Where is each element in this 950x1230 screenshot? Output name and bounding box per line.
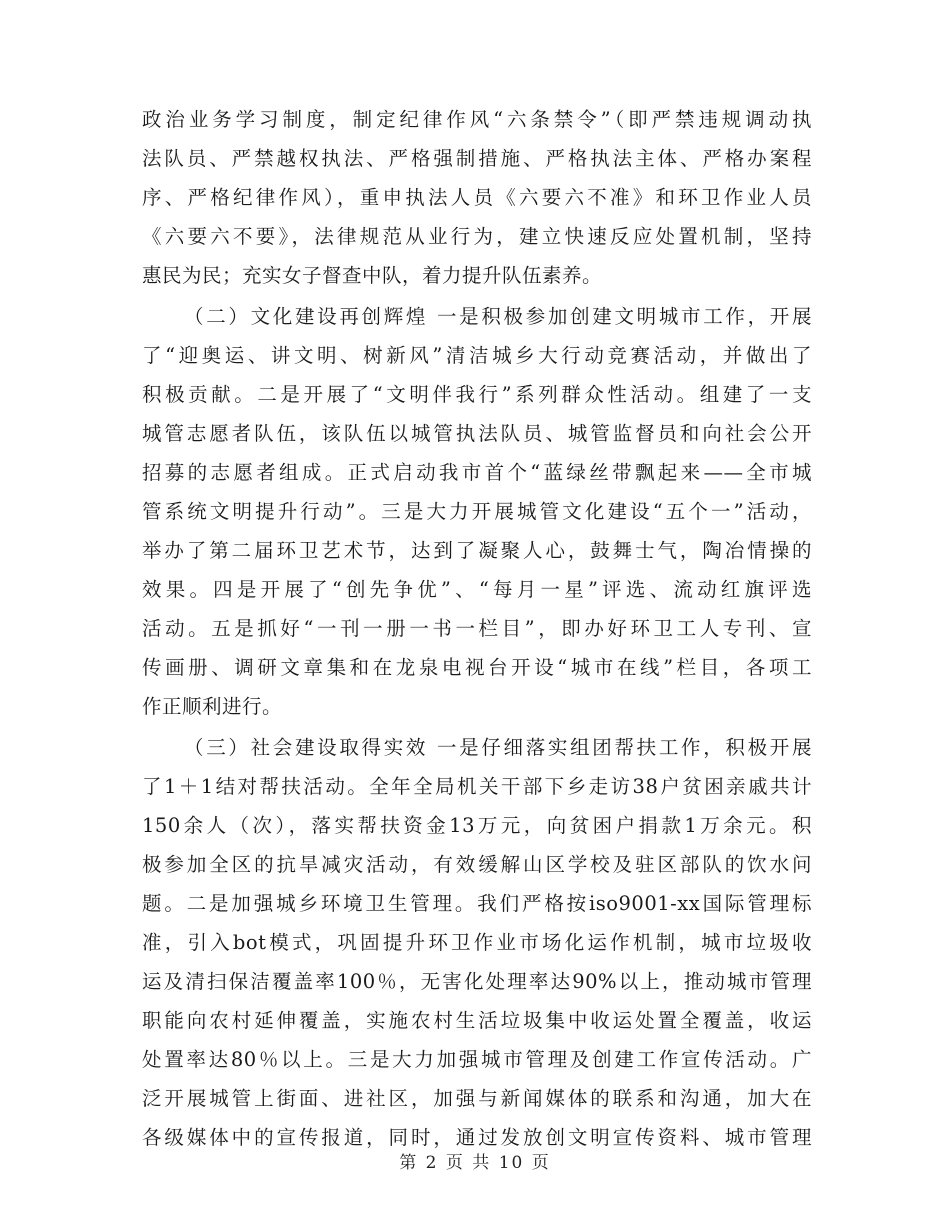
text-line: 极参加全区的抗旱减灾活动，有效缓解山区学校及驻区部队的饮水问 xyxy=(142,853,812,876)
text-line: 政治业务学习制度，制定纪律作风“六条禁令”（即严禁违规调动执 xyxy=(142,108,812,131)
text-line: 泛开展城管上街面、进社区，加强与新闻媒体的联系和沟通，加大在 xyxy=(142,1087,812,1110)
text-line: 处置率达80％以上。三是大力加强城市管理及创建工作宣传活动。广 xyxy=(142,1048,812,1071)
paragraph-heading-line: （二）文化建设再创辉煌 一是积极参加创建文明城市工作，开展 xyxy=(184,305,812,328)
body-text xyxy=(142,100,812,1157)
text-line: 法队员、严禁越权执法、严格强制措施、严格执法主体、严格办案程 xyxy=(142,147,812,170)
text-line: 效果。四是开展了“创先争优”、“每月一星”评选、流动红旗评选 xyxy=(142,578,812,601)
text-line: 招募的志愿者组成。正式启动我市首个“蓝绿丝带飘起来——全市城 xyxy=(142,461,812,484)
text-line: 职能向农村延伸覆盖，实施农村生活垃圾集中收运处置全覆盖，收运 xyxy=(142,1009,812,1032)
text-line: 举办了第二届环卫艺术节，达到了凝聚人心，鼓舞士气，陶冶情操的 xyxy=(142,539,812,562)
text-line: 活动。五是抓好“一刊一册一书一栏目”，即办好环卫工人专刊、宣 xyxy=(142,617,812,640)
text-line: 作正顺利进行。 xyxy=(142,695,283,718)
paragraph-heading-line: （三）社会建设取得实效 一是仔细落实组团帮扶工作，积极开展 xyxy=(184,736,812,759)
text-line: 各级媒体中的宣传报道，同时，通过发放创文明宣传资料、城市管理 xyxy=(142,1126,812,1149)
text-line: 积极贡献。二是开展了“文明伴我行”系列群众性活动。组建了一支 xyxy=(142,383,812,406)
text-line: 了“迎奥运、讲文明、树新风”清洁城乡大行动竞赛活动，并做出了 xyxy=(142,344,812,367)
text-line: 准，引入bot模式，巩固提升环卫作业市场化运作机制，城市垃圾收 xyxy=(142,931,812,954)
text-line: 《六要六不要》，法律规范从业行为，建立快速反应处置机制，坚持 xyxy=(142,225,812,248)
text-line: 惠民为民；充实女子督查中队，着力提升队伍素养。 xyxy=(142,264,603,287)
text-line: 150余人（次），落实帮扶资金13万元，向贫困户捐款1万余元。积 xyxy=(142,814,812,837)
text-line: 管系统文明提升行动”。三是大力开展城管文化建设“五个一”活动， xyxy=(142,500,812,523)
text-line: 题。二是加强城乡环境卫生管理。我们严格按iso9001-xx国际管理标 xyxy=(142,892,812,915)
text-line: 序、严格纪律作风），重申执法人员《六要六不准》和环卫作业人员 xyxy=(142,186,812,209)
text-line: 城管志愿者队伍，该队伍以城管执法队员、城管监督员和向社会公开 xyxy=(142,422,812,445)
text-line: 运及清扫保洁覆盖率100％，无害化处理率达90%以上，推动城市管理 xyxy=(142,970,812,993)
text-line: 传画册、调研文章集和在龙泉电视台开设“城市在线”栏目，各项工 xyxy=(142,656,812,679)
text-line: 了1＋1结对帮扶活动。全年全局机关干部下乡走访38户贫困亲戚共计 xyxy=(142,775,812,798)
page-number-footer: 第 2 页 共 10 页 xyxy=(399,1153,551,1173)
